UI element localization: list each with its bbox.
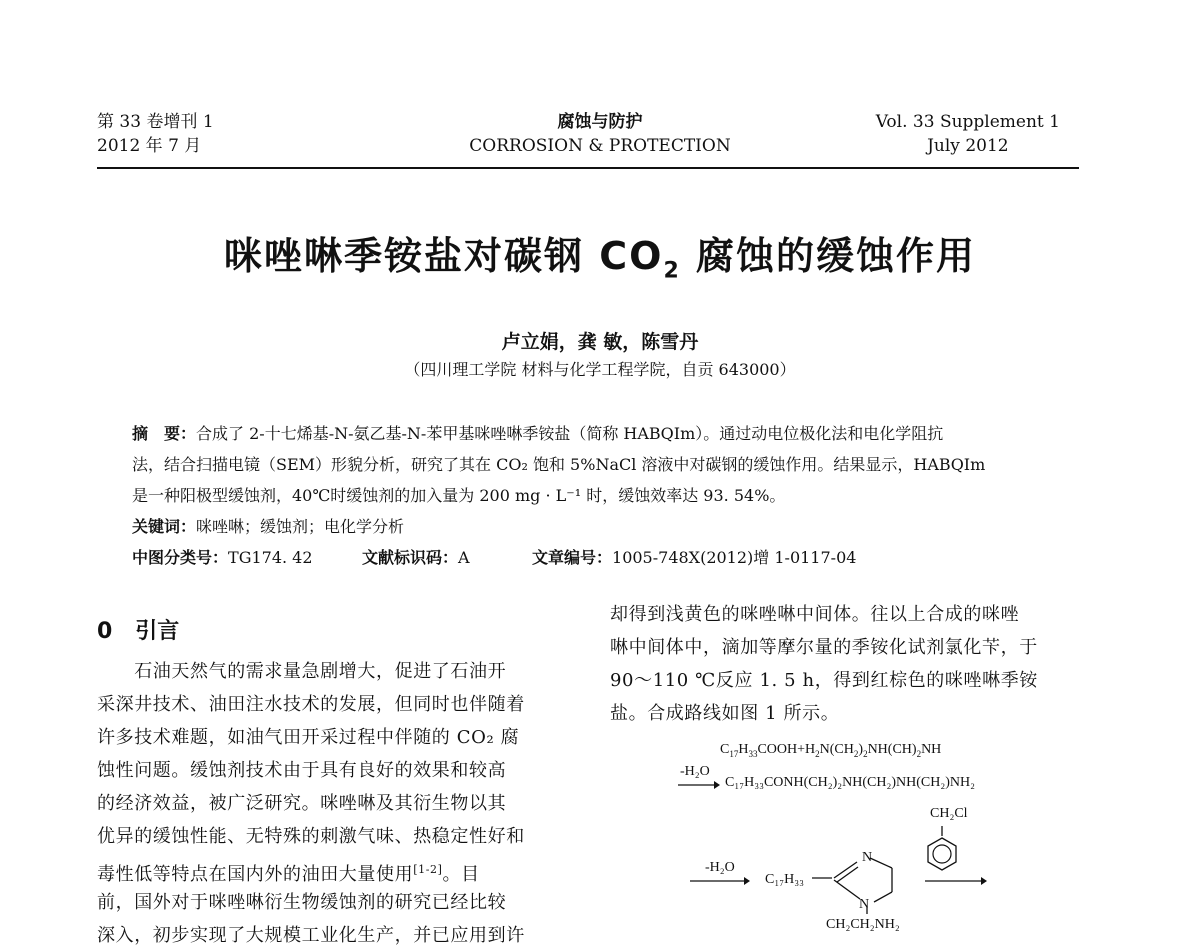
- right-line-4: 盐。合成路线如图 1 所示。: [610, 703, 840, 724]
- left-line-4: 蚀性问题。缓蚀剂技术由于具有良好的效果和较高: [97, 760, 507, 781]
- classification: 中图分类号：TG174. 42 文献标识码：A 文章编号：1005-748X(2012)增 1-0117-04: [132, 548, 857, 567]
- keywords: 关键词：咪唑啉；缓蚀剂；电化学分析: [132, 517, 405, 536]
- scheme-intermediate: C₁₇H₃₃CONH(CH₂)₂NH(CH₂)NH(CH₂)NH₂: [725, 775, 976, 790]
- authors: 卢立娟，龚 敏，陈雪丹: [501, 331, 699, 353]
- header-date-cn: 2012 年 7 月: [97, 136, 202, 156]
- section-title: 0 引言: [97, 619, 180, 644]
- header-volume-en: Vol. 33 Supplement 1: [875, 112, 1060, 132]
- left-line-8: 前，国外对于咪唑啉衍生物缓蚀剂的研究已经比较: [97, 892, 507, 913]
- left-line-7: 毒性低等特点在国内外的油田大量使用[1-2]。目: [97, 863, 480, 885]
- scheme-cond-1: -H₂O: [680, 764, 710, 779]
- abstract-line-1: 摘 要：合成了 2-十七烯基-N-氨乙基-N-苯甲基咪唑啉季铵盐（简称 HABQIm）。通过动电位极化法和电化学阻抗: [132, 424, 944, 443]
- right-line-1: 却得到浅黄色的咪唑啉中间体。往以上合成的咪唑: [610, 604, 1020, 625]
- left-line-5: 的经济效益，被广泛研究。咪唑啉及其衍生物以其: [97, 793, 507, 814]
- left-line-2: 采深井技术、油田注水技术的发展，但同时也伴随着: [97, 694, 525, 715]
- scheme-reactants: $C_{17}H_{33}COOH+H_2N(CH_2)_2NH(CH)_2NH$: [720, 742, 942, 759]
- header-rule: [97, 167, 1079, 169]
- citation: [1-2]: [413, 863, 443, 876]
- paper-title: 咪唑啉季铵盐对碳钢 $CO_2$ 腐蚀的缓蚀作用: [224, 234, 976, 284]
- journal-name-en: CORROSION & PROTECTION: [469, 136, 731, 156]
- abstract-line-3: 是一种阳极型缓蚀剂，40℃时缓蚀剂的加入量为 200 mg · L⁻¹ 时，缓蚀效率达 93. 54%。: [132, 486, 786, 505]
- header-date-en: July 2012: [927, 136, 1009, 156]
- abstract-line-2: 法，结合扫描电镜（SEM）形貌分析，研究了其在 CO₂ 饱和 5%NaCl 溶液中对碳钢的缓蚀作用。结果显示，HABQIm: [132, 455, 986, 474]
- left-line-3: 许多技术难题，如油气田开采过程中伴随的 CO₂ 腐: [97, 727, 520, 748]
- left-line-1: 石油天然气的需求量急剧增大，促进了石油开: [97, 661, 507, 682]
- left-line-9: 深入，初步实现了大规模工业化生产，并已应用到许: [97, 925, 525, 946]
- right-line-3: 90～110 ℃反应 1. 5 h，得到红棕色的咪唑啉季铵: [610, 670, 1038, 691]
- affiliation: （四川理工学院 材料与化学工程学院，自贡 643000）: [404, 360, 796, 379]
- ring-nitrogen-1: N: [862, 850, 873, 865]
- header-issue-en: [876, 110, 1060, 158]
- header-volume-issue: 第 33 卷增刊 1: [97, 112, 214, 132]
- scheme-arrow-2: [690, 876, 750, 886]
- scheme-arrow-1: [678, 780, 720, 790]
- scheme-cond-2: -H₂O: [705, 860, 735, 875]
- right-line-2: 啉中间体中，滴加等摩尔量的季铵化试剂氯化苄，于: [610, 637, 1038, 658]
- ring-nitrogen-2: N: [859, 897, 870, 912]
- scheme-reagent: CH₂Cl: [930, 806, 968, 821]
- scheme-chain: C₁₇H₃₃: [765, 872, 804, 887]
- left-line-6: 优异的缓蚀性能、无特殊的刺激气味、热稳定性好和: [97, 826, 525, 847]
- journal-name-cn: 腐蚀与防护: [557, 112, 643, 132]
- scheme-arrow-3: [925, 876, 987, 886]
- scheme-side-chain: CH₂CH₂NH₂: [826, 917, 900, 932]
